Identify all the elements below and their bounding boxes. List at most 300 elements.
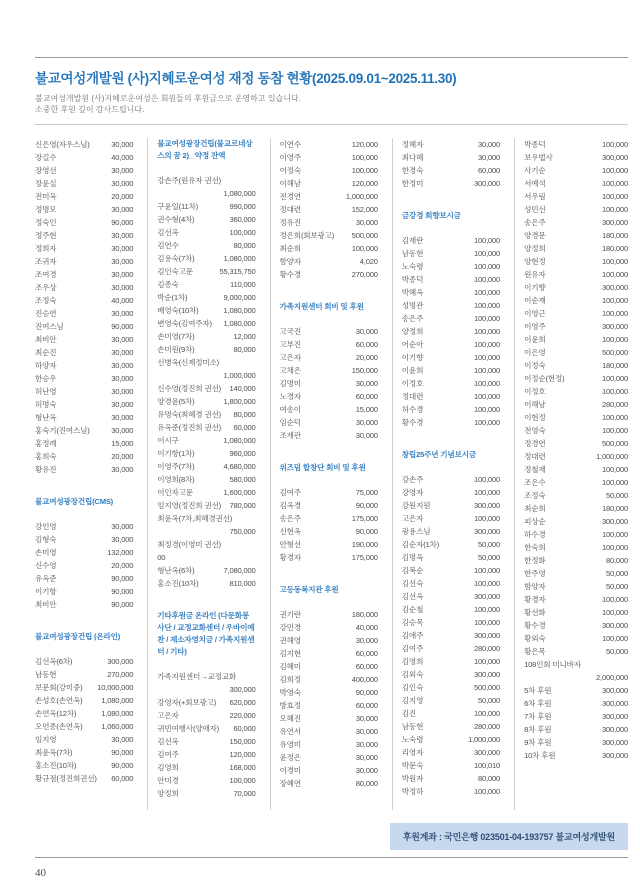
donor-name: 남동현 <box>401 249 424 258</box>
donor-row <box>524 346 628 359</box>
donor-amount: 30,000 <box>355 431 378 440</box>
donor-amount: 300,000 <box>601 712 628 721</box>
donor-amount: 100,000 <box>474 314 501 323</box>
donor-row <box>157 226 255 239</box>
donor-amount: 300,000 <box>601 621 628 630</box>
donor-row <box>280 647 378 660</box>
donor-amount: 80,000 <box>233 345 256 354</box>
donor-name: 황수경 <box>279 270 301 279</box>
donor-amount: 580,000 <box>229 475 256 484</box>
donor-name: 김지현 <box>279 649 301 658</box>
donor-amount: 100,000 <box>601 530 628 539</box>
donor-name: 이기향 <box>401 353 424 362</box>
donor-amount: 100,000 <box>474 262 501 271</box>
donor-row <box>402 473 500 486</box>
donor-name: 정명모 <box>35 205 57 214</box>
donor-amount: 60,000 <box>355 662 378 671</box>
donor-row <box>280 764 378 777</box>
donor-row <box>402 247 500 260</box>
donor-name: 양정희 <box>401 327 424 336</box>
donor-name: 황경자 <box>279 553 301 562</box>
donor-row <box>402 364 500 377</box>
donor-row <box>280 777 378 790</box>
donor-name: 조재관 <box>279 431 301 440</box>
donor-amount: 30,000 <box>111 400 134 409</box>
donor-amount: 50,000 <box>605 647 628 656</box>
donor-column <box>157 138 270 810</box>
donor-column <box>35 138 148 810</box>
donor-name: 5차 후원 <box>524 686 552 695</box>
donor-amount: 100,000 <box>601 426 628 435</box>
donor-row <box>35 707 133 720</box>
donor-amount: 70,000 <box>233 789 256 798</box>
donor-row <box>157 551 255 564</box>
donor-name: 강민경 <box>279 623 301 632</box>
donor-row <box>402 377 500 390</box>
donor-name: 하수경 <box>524 530 546 539</box>
donor-row <box>280 660 378 673</box>
donor-amount: 60,000 <box>233 423 256 432</box>
donor-name: 성명관 <box>401 301 424 310</box>
donor-amount: 300,000 <box>107 657 134 666</box>
donor-amount: 100,000 <box>601 374 628 383</box>
donor-name: 김희정 <box>279 675 301 684</box>
donor-name: 신병옥(신제정미소) <box>157 358 220 367</box>
donor-row <box>35 424 133 437</box>
donor-name: 유옥준(정진희 권선) <box>157 423 221 432</box>
donor-row <box>524 567 628 580</box>
donor-row <box>280 725 378 738</box>
donor-name: 정숙인 <box>35 218 57 227</box>
donor-name: 정주현 <box>35 231 57 240</box>
donor-row <box>524 359 628 372</box>
donor-row <box>157 761 255 774</box>
donor-amount: 40,000 <box>355 623 378 632</box>
donor-name: 권기란 <box>279 610 301 619</box>
donor-row <box>402 312 500 325</box>
donor-name: 이연수 <box>279 140 301 149</box>
donor-amount: 270,000 <box>351 270 378 279</box>
donor-amount: 100,000 <box>601 179 628 188</box>
donor-row <box>157 239 255 252</box>
donor-row <box>524 372 628 385</box>
donor-amount: 60,000 <box>111 774 134 783</box>
donor-name: 김승목 <box>401 618 424 627</box>
donor-row <box>524 476 628 489</box>
donor-row <box>157 538 255 551</box>
donor-amount: 110,000 <box>230 280 256 289</box>
donor-amount: 960,000 <box>229 449 256 458</box>
donor-row <box>402 642 500 655</box>
donor-name: 이영희(8차) <box>157 475 195 484</box>
donor-name: 김명옥 <box>401 553 424 562</box>
donor-amount: 75,000 <box>355 488 378 497</box>
donor-amount: 1,080,000 <box>223 319 256 328</box>
donor-amount: 20,000 <box>111 452 134 461</box>
donor-amount: 50,000 <box>478 540 501 549</box>
donor-row <box>35 333 133 346</box>
donor-name: 박영숙 <box>279 688 301 697</box>
donor-name: 황유진 <box>35 465 57 474</box>
donor-name: 김외숙 <box>401 670 424 679</box>
donor-amount: 100,000 <box>351 166 378 175</box>
donor-amount: 80,000 <box>355 779 378 788</box>
donor-amount: 80,000 <box>605 556 628 565</box>
donor-amount: 300,000 <box>474 670 501 679</box>
donor-name: 손미영 <box>35 548 57 557</box>
page-title: 불교여성개발원 (사)지혜로운여성 재정 동참 현황(2025.09.01~2025.11.30) <box>35 71 457 86</box>
donor-name: 한승우 <box>35 374 57 383</box>
donor-name: 손미영(7차) <box>157 332 195 341</box>
donor-name: 김여주 <box>401 644 424 653</box>
donor-amount: 90,000 <box>111 574 134 583</box>
donor-amount: 280,000 <box>474 722 501 731</box>
donation-account-box: 후원계좌 : 국민은행 023501-04-193757 불교여성개발원 <box>390 823 628 850</box>
donor-row <box>524 528 628 541</box>
donor-amount: 168,000 <box>229 763 256 772</box>
donor-amount: 30,000 <box>111 387 134 396</box>
donor-amount: 7,080,000 <box>223 566 256 575</box>
donor-amount: 60,000 <box>355 701 378 710</box>
donor-name: 박순(1차) <box>157 293 188 302</box>
donor-name: 장길수 <box>35 153 57 162</box>
donor-name: 김인숙 <box>401 683 424 692</box>
donor-amount: 300,000 <box>474 527 501 536</box>
donor-name: 한숙희 <box>524 543 546 552</box>
donor-name: 어순아 <box>401 340 424 349</box>
donor-row <box>280 499 378 512</box>
donor-row <box>280 338 378 351</box>
donor-amount: 1,060,000 <box>101 722 134 731</box>
donor-name: 김재란 <box>401 236 424 245</box>
donor-name: 방효정 <box>279 701 301 710</box>
donor-name: 강영자 <box>401 488 424 497</box>
donor-amount: 30,000 <box>355 753 378 762</box>
donor-name: 이기항(1차) <box>157 449 195 458</box>
donor-row <box>35 598 133 611</box>
donor-row <box>280 151 378 164</box>
donor-amount: 300,000 <box>601 699 628 708</box>
donor-name: 이인자고문 <box>157 488 193 497</box>
donor-amount: 30,000 <box>355 740 378 749</box>
donor-row <box>402 499 500 512</box>
donor-row <box>402 577 500 590</box>
donor-name: 이기항 <box>35 587 57 596</box>
donor-name: 오혜진 <box>279 714 301 723</box>
donor-row <box>402 668 500 681</box>
donor-name: 전영숙 <box>524 426 546 435</box>
donor-amount: 4,680,000 <box>223 462 256 471</box>
donor-name: 최윤옥(7차,최혜경권선) <box>157 514 233 523</box>
donor-row <box>280 203 378 216</box>
donor-row <box>280 699 378 712</box>
donor-name: 정철재 <box>524 465 546 474</box>
donor-amount: 140,000 <box>229 384 256 393</box>
donor-name: 구윤일(11차) <box>157 202 198 211</box>
donor-row <box>280 268 378 281</box>
donor-name: 장혜연 <box>279 779 301 788</box>
donor-row <box>524 723 628 736</box>
donor-amount: 220,000 <box>229 711 256 720</box>
donor-amount: 80,000 <box>233 410 256 419</box>
donor-row <box>524 606 628 619</box>
donor-name: 고은자 <box>401 514 424 523</box>
donor-amount: 20,000 <box>355 353 378 362</box>
donor-amount: 100,000 <box>474 488 501 497</box>
donor-row <box>157 265 255 278</box>
donor-amount: 270,000 <box>107 670 134 679</box>
donor-amount: 90,000 <box>111 218 134 227</box>
donor-amount: 152,000 <box>351 205 378 214</box>
donor-name: 최다혜 <box>401 153 424 162</box>
donor-amount: 100,000 <box>351 244 378 253</box>
donor-amount: 100,000 <box>601 257 628 266</box>
donor-amount: 100,000 <box>474 618 501 627</box>
donor-row <box>402 681 500 694</box>
donor-amount: 100,000 <box>601 608 628 617</box>
donor-row <box>280 486 378 499</box>
donor-name: 변영숙(김여주자) <box>157 319 212 328</box>
donor-amount: 180,000 <box>601 244 628 253</box>
donor-amount: 1,000,000 <box>468 735 501 744</box>
donor-row <box>157 774 255 787</box>
donor-row <box>157 525 255 538</box>
donor-row <box>157 748 255 761</box>
subtitle-line-1: 불교여성개발원 (사)지혜로운여성은 회원들의 후원금으로 운영하고 있습니다. <box>35 94 301 103</box>
donor-name: 이시구 <box>157 436 179 445</box>
donor-amount: 100,000 <box>474 392 501 401</box>
donor-row <box>157 670 255 683</box>
donor-name: 송은주 <box>401 314 424 323</box>
donor-name: 홍소진(10차) <box>157 579 199 588</box>
donor-row <box>157 343 255 356</box>
donor-row <box>524 385 628 398</box>
donor-amount: 500,000 <box>601 348 628 357</box>
page-content <box>35 0 628 879</box>
donor-name: 강영자(+회보광고) <box>157 698 217 707</box>
donor-amount: 50,000 <box>605 491 628 500</box>
donor-name: 이영주 <box>279 153 301 162</box>
donor-row <box>402 151 500 164</box>
donor-amount: 100,000 <box>474 340 501 349</box>
donor-name: 함양자 <box>279 257 301 266</box>
donor-row <box>35 681 133 694</box>
donor-row <box>157 408 255 421</box>
donor-amount: 100,000 <box>601 595 628 604</box>
donor-row <box>402 707 500 720</box>
donor-amount: 100,000 <box>474 327 501 336</box>
donor-name: 황수경 <box>524 621 546 630</box>
donor-row <box>402 164 500 177</box>
donor-amount: 60,000 <box>355 649 378 658</box>
donor-amount: 180,000 <box>601 361 628 370</box>
donor-row <box>524 229 628 242</box>
donor-row <box>524 242 628 255</box>
donor-row <box>35 268 133 281</box>
donor-row <box>524 411 628 424</box>
donor-row <box>157 447 255 460</box>
donor-amount: 100,000 <box>601 140 628 149</box>
donor-name: 김종숙 <box>157 280 179 289</box>
donor-amount: 55,315,750 <box>219 267 256 276</box>
donor-row <box>35 398 133 411</box>
donor-amount: 175,000 <box>351 514 378 523</box>
donor-name: 피상순 <box>524 517 546 526</box>
donor-columns <box>35 138 628 810</box>
donor-name: 박문숙 <box>401 761 424 770</box>
donor-row <box>280 512 378 525</box>
donor-amount: 80,000 <box>478 774 501 783</box>
donor-amount: 40,000 <box>111 153 134 162</box>
donor-row <box>35 772 133 785</box>
donor-row <box>157 696 255 709</box>
donor-name: 송은주 <box>279 514 301 523</box>
donor-name: 남동현 <box>401 722 424 731</box>
donor-amount: 300,000 <box>474 501 501 510</box>
donor-row <box>402 338 500 351</box>
donor-name: 노숙령 <box>401 262 424 271</box>
donor-amount: 10,000,000 <box>97 683 134 692</box>
donor-name: 장윤실 <box>35 179 57 188</box>
donor-row <box>35 411 133 424</box>
donor-row <box>402 538 500 551</box>
donor-amount: 30,000 <box>111 179 134 188</box>
donor-name: 보문회(강미중) <box>35 683 83 692</box>
donor-row <box>402 720 500 733</box>
donor-row <box>280 242 378 255</box>
donor-amount: 100,000 <box>474 366 501 375</box>
donor-row <box>402 286 500 299</box>
donor-name: 고은자 <box>157 711 179 720</box>
donor-amount: 100,000 <box>474 353 501 362</box>
donor-name: 노숙령 <box>401 735 424 744</box>
donor-amount: 132,000 <box>107 548 134 557</box>
donor-name: 박혜옥 <box>401 288 424 297</box>
donor-row <box>157 460 255 473</box>
donor-amount: 780,000 <box>229 501 256 510</box>
donor-row <box>35 520 133 533</box>
donor-amount: 100,000 <box>601 335 628 344</box>
donor-row <box>402 733 500 746</box>
donor-name: 유연서 <box>279 727 301 736</box>
donor-name: 최비안 <box>35 335 57 344</box>
donor-amount: 15,000 <box>111 439 134 448</box>
donor-name: 사기순 <box>524 166 546 175</box>
donor-row <box>524 138 628 151</box>
donor-name: 보우법사 <box>524 153 553 162</box>
donor-amount: 30,000 <box>355 636 378 645</box>
donor-row <box>35 759 133 772</box>
donor-name: 강원지원 <box>401 501 431 510</box>
donor-amount: 100,010 <box>474 761 501 770</box>
donor-name: 김여주 <box>157 750 179 759</box>
donor-amount: 30,000 <box>111 535 134 544</box>
donor-row <box>524 450 628 463</box>
donor-name: 김선옥 <box>157 228 179 237</box>
donor-amount: 100,000 <box>601 387 628 396</box>
donor-row <box>402 551 500 564</box>
donor-name: 이영주(7차) <box>157 462 195 471</box>
donor-name: 최정경(이영미 권선) <box>157 540 221 549</box>
donor-amount: 990,000 <box>229 202 256 211</box>
donor-name: 최순희 <box>524 504 546 513</box>
donor-name: 이윤희 <box>401 366 424 375</box>
donor-amount: 80,000 <box>233 241 256 250</box>
donor-row <box>157 278 255 291</box>
donor-row <box>402 403 500 416</box>
donor-name: 강손주(원유자 권선) <box>157 176 221 185</box>
donor-row <box>402 177 500 190</box>
donor-name: 김연수 <box>157 241 179 250</box>
donor-name: 허명숙 <box>35 400 57 409</box>
donor-amount: 100,000 <box>601 296 628 305</box>
donor-amount: 30,000 <box>111 465 134 474</box>
donor-row <box>157 564 255 577</box>
donor-amount: 100,000 <box>601 166 628 175</box>
donor-row <box>280 138 378 151</box>
donor-name: 신은영(자우스님) <box>35 140 90 149</box>
donor-amount: 280,000 <box>601 400 628 409</box>
footer-divider <box>35 857 628 858</box>
donor-row <box>35 164 133 177</box>
donor-name: 김진 <box>401 709 417 718</box>
donor-amount: 300,000 <box>229 685 256 694</box>
donor-name: 노경자 <box>279 392 301 401</box>
donor-name: 최비안 <box>35 600 57 609</box>
donor-amount: 500,000 <box>601 439 628 448</box>
donor-name: 임순덕 <box>279 418 301 427</box>
donor-row <box>157 369 255 382</box>
donor-amount: 300,000 <box>474 631 501 640</box>
donor-row <box>524 671 628 684</box>
donor-name: 김인숙고문 <box>157 267 193 276</box>
donor-amount: 40,000 <box>111 296 134 305</box>
donor-name: 7차 후원 <box>524 712 552 721</box>
donor-name: 이해남 <box>279 179 301 188</box>
donor-name: 하양자 <box>35 361 57 370</box>
donor-name: 박종덕 <box>401 275 424 284</box>
donor-row <box>280 416 378 429</box>
donor-amount: 175,000 <box>351 553 378 562</box>
donor-amount: 100,000 <box>601 478 628 487</box>
donor-row <box>35 437 133 450</box>
donor-amount: 30,000 <box>111 735 134 744</box>
donor-row <box>524 164 628 177</box>
donor-name: 황은목 <box>524 647 546 656</box>
donor-amount: 100,000 <box>474 379 501 388</box>
donor-row <box>402 260 500 273</box>
donor-row <box>524 541 628 554</box>
donor-name: 김선옥(6차) <box>35 657 73 666</box>
donor-amount: 180,000 <box>351 610 378 619</box>
donor-row <box>35 668 133 681</box>
donor-name: 황경자 <box>524 595 546 604</box>
donor-column <box>402 138 515 810</box>
donor-row <box>35 733 133 746</box>
donor-row <box>524 203 628 216</box>
donor-name: 강인영 <box>35 522 57 531</box>
donor-amount: 620,000 <box>229 698 256 707</box>
donor-amount: 500,000 <box>474 683 501 692</box>
donor-amount: 30,000 <box>111 270 134 279</box>
donor-row <box>402 351 500 364</box>
donor-name: 신수영 <box>35 561 57 570</box>
donor-amount: 100,000 <box>601 465 628 474</box>
donor-row <box>280 634 378 647</box>
donor-name: 전경연 <box>279 192 301 201</box>
donor-amount: 300,000 <box>601 725 628 734</box>
donor-amount: 100,000 <box>351 153 378 162</box>
